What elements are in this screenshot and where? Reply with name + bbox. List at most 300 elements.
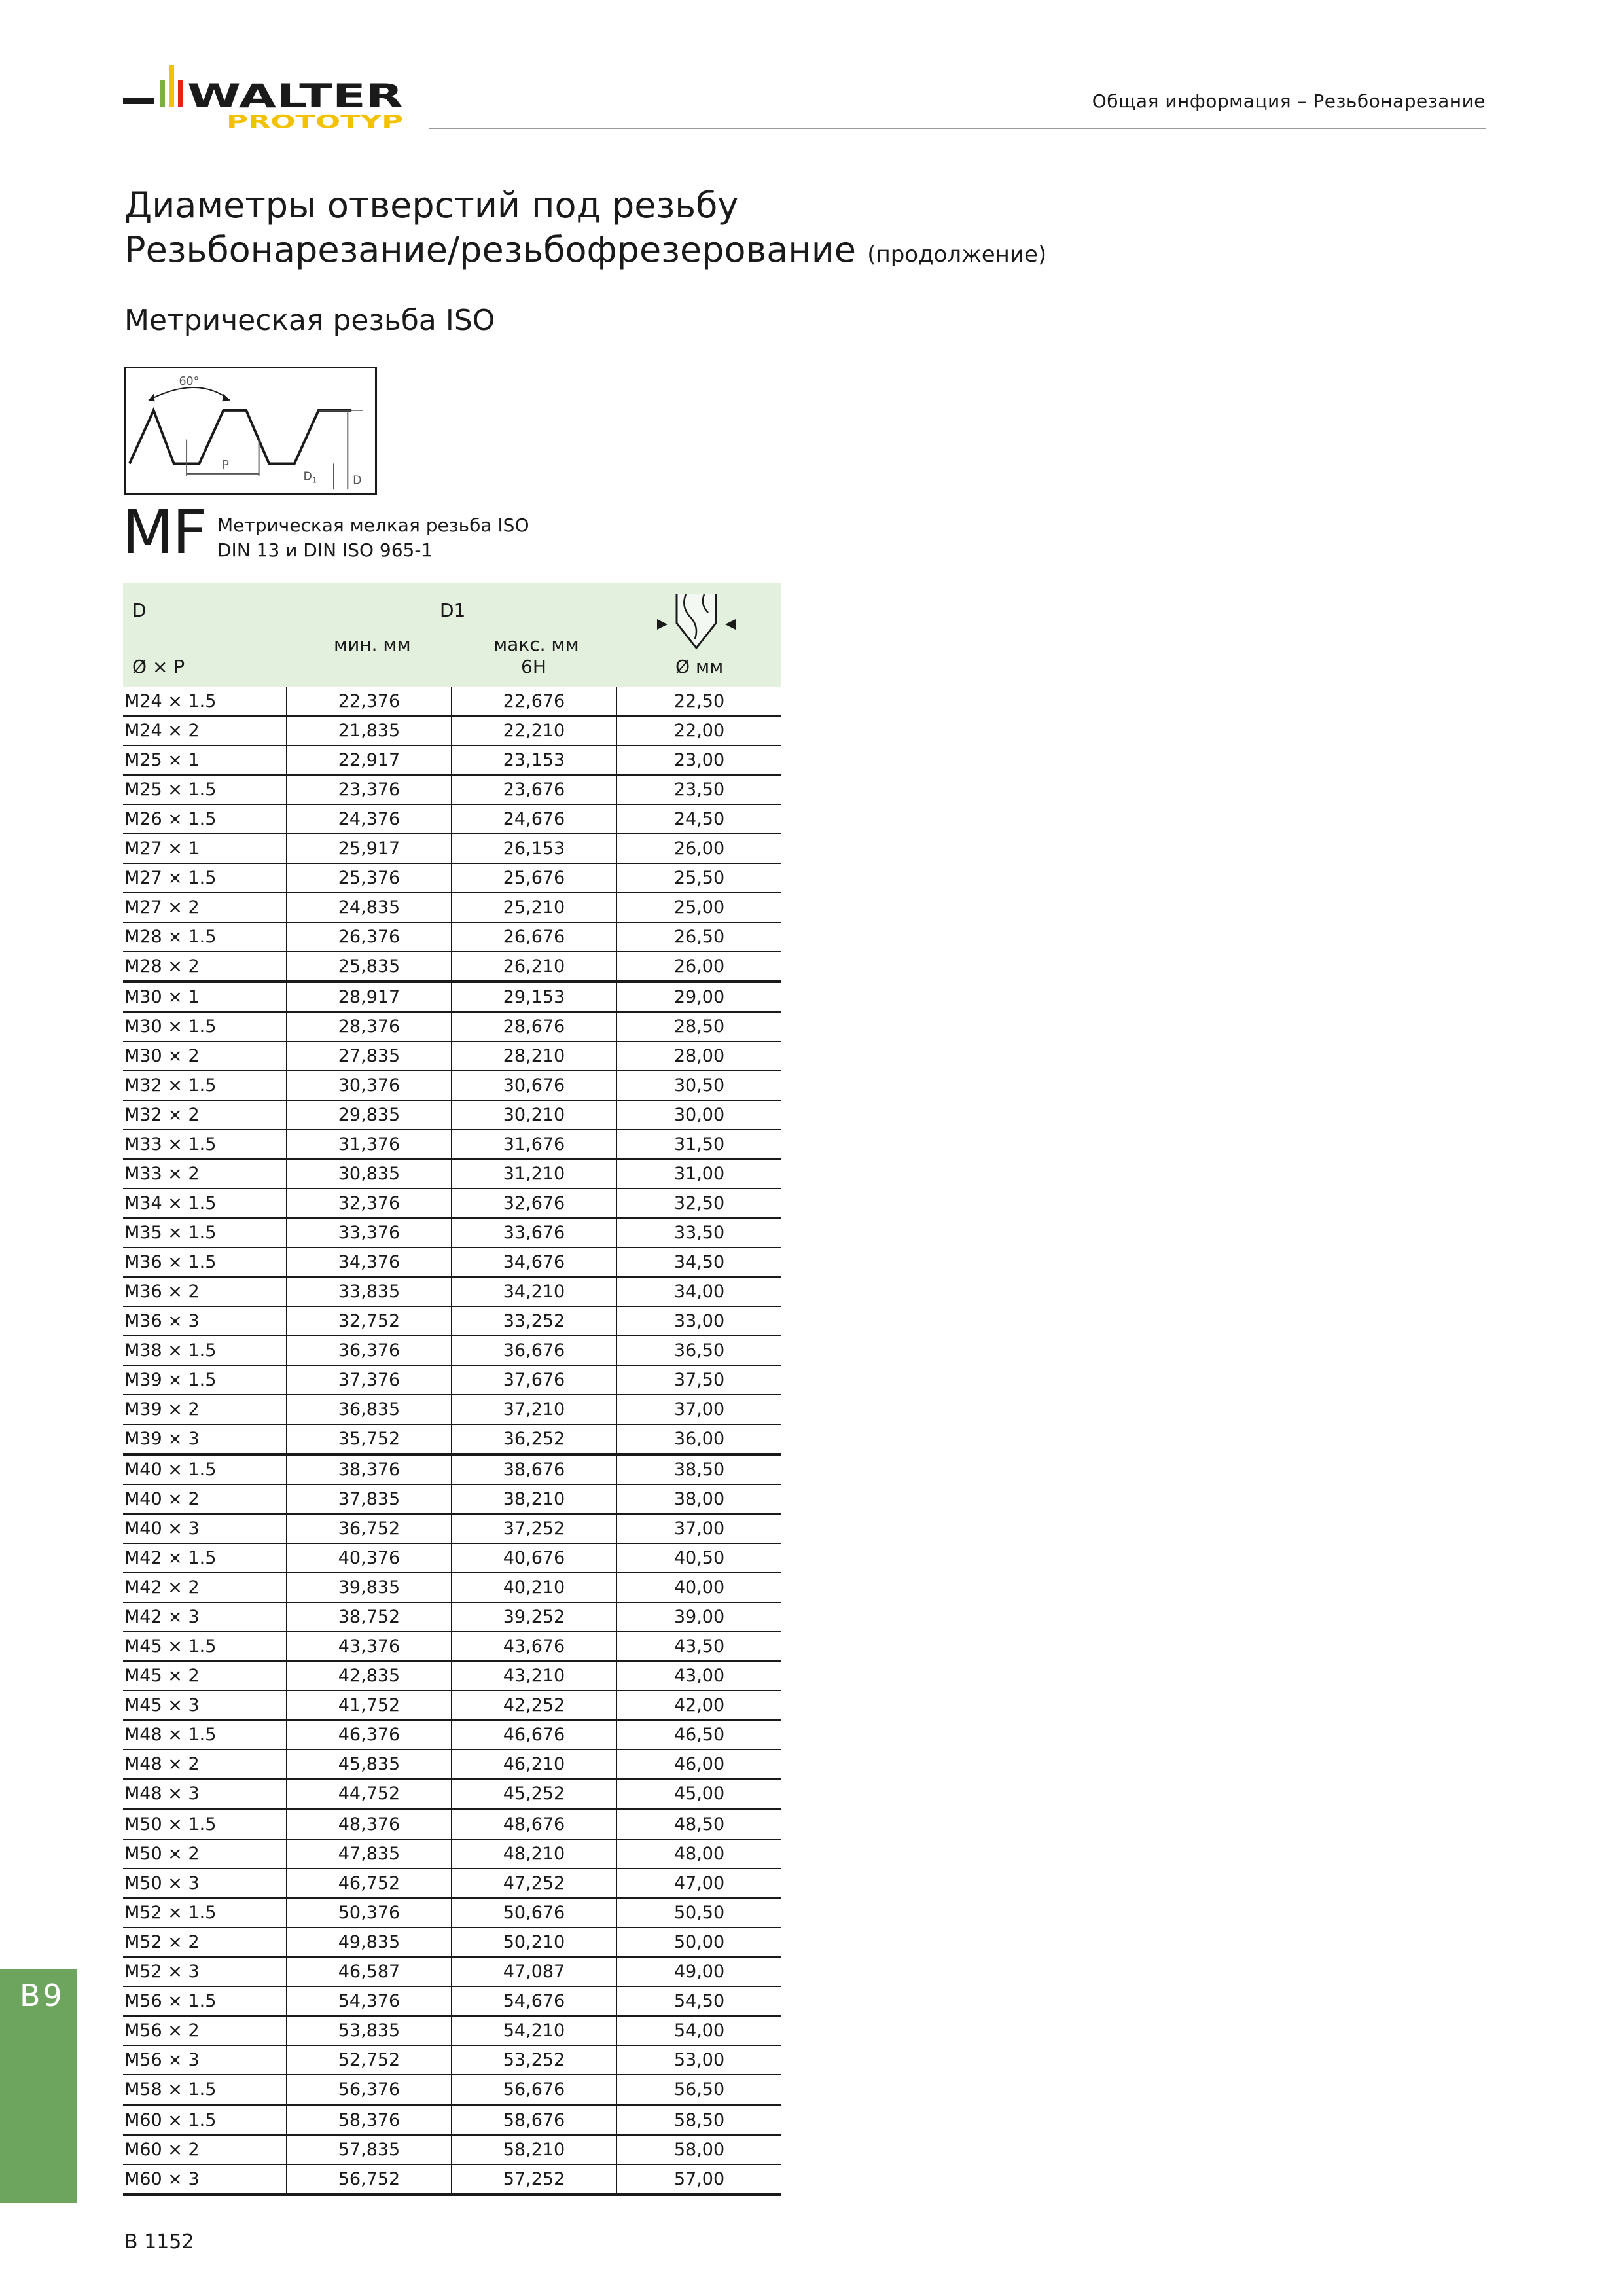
table-row [123,745,781,775]
cell-d1-max: 45,252 [452,1779,616,1809]
table-row [123,1012,781,1041]
cell-d1-min: 47,835 [287,1839,452,1869]
cell-d1-min: 29,835 [287,1100,452,1130]
angle-arrow-right [222,394,230,402]
cell-drill-diameter: 54,00 [616,2016,781,2045]
logo-bar-red [178,80,183,107]
cell-thread: M50 × 2 [123,1839,287,1869]
minor-diameter-subscript: 1 [312,475,317,485]
cell-d1-max: 28,210 [452,1041,616,1071]
table-row [123,1336,781,1365]
cell-d1-max: 39,252 [452,1602,616,1632]
cell-d1-min: 23,376 [287,775,452,804]
cell-d1-max: 24,676 [452,804,616,834]
cell-d1-max: 54,210 [452,2016,616,2045]
header-min: мин. мм [334,634,411,655]
cell-drill-diameter: 48,00 [616,1839,781,1869]
cell-thread: M56 × 1.5 [123,1986,287,2016]
cell-drill-diameter: 25,00 [616,893,781,922]
cell-d1-min: 48,376 [287,1809,452,1839]
standard-reference: DIN 13 и DIN ISO 965-1 [217,539,433,561]
minor-diameter-symbol: D [303,470,312,484]
pitch-label: P [222,459,229,473]
table-row [123,2135,781,2164]
cell-thread: M38 × 1.5 [123,1336,287,1365]
cell-d1-min: 56,752 [287,2164,452,2195]
cell-thread: M52 × 2 [123,1928,287,1957]
cell-drill-diameter: 50,00 [616,1928,781,1957]
cell-d1-max: 47,252 [452,1869,616,1898]
cell-drill-diameter: 37,50 [616,1365,781,1395]
minor-diameter-label [303,471,317,485]
table-header [123,583,781,687]
cell-thread: M60 × 2 [123,2135,287,2164]
cell-drill-diameter: 33,50 [616,1218,781,1247]
cell-d1-max: 29,153 [452,982,616,1012]
table-row [123,1159,781,1189]
drill-body [677,594,716,648]
table-row [123,1573,781,1602]
table-row [123,1839,781,1869]
cell-drill-diameter: 34,50 [616,1247,781,1277]
cell-thread: M27 × 1.5 [123,863,287,893]
cell-thread: M30 × 1.5 [123,1012,287,1041]
page-title-main: Резьбонарезание/резьбофрезерование [124,229,857,270]
cell-d1-max: 37,252 [452,1514,616,1543]
cell-drill-diameter: 42,00 [616,1691,781,1720]
cell-drill-diameter: 25,50 [616,863,781,893]
table-row [123,1365,781,1395]
cell-drill-diameter: 45,00 [616,1779,781,1809]
section-subtitle: Метрическая резьба ISO [124,304,495,337]
table-row [123,1779,781,1809]
cell-d1-max: 26,153 [452,834,616,863]
logo-bar-green [160,80,165,107]
cell-d1-max: 36,252 [452,1424,616,1454]
cell-thread: M28 × 2 [123,952,287,982]
angle-arc [149,387,230,400]
cell-d1-min: 37,835 [287,1484,452,1514]
table-row [123,775,781,804]
table-row [123,804,781,834]
table-row [123,1306,781,1336]
cell-drill-diameter: 22,00 [616,716,781,745]
table-row [123,1809,781,1839]
drill-arrow-right [725,619,736,630]
cell-thread: M30 × 1 [123,982,287,1012]
cell-drill-diameter: 28,50 [616,1012,781,1041]
cell-d1-min: 46,587 [287,1957,452,1986]
cell-thread: M56 × 3 [123,2045,287,2075]
cell-d1-max: 38,676 [452,1454,616,1484]
cell-drill-diameter: 36,50 [616,1336,781,1365]
major-diameter-label: D [353,474,362,488]
cell-d1-max: 48,676 [452,1809,616,1839]
cell-d1-min: 42,835 [287,1661,452,1691]
cell-d1-max: 40,210 [452,1573,616,1602]
table-row [123,1928,781,1957]
cell-thread: M50 × 1.5 [123,1809,287,1839]
cell-drill-diameter: 31,00 [616,1159,781,1189]
cell-d1-max: 43,210 [452,1661,616,1691]
cell-d1-max: 26,676 [452,922,616,952]
cell-drill-diameter: 48,50 [616,1809,781,1839]
table-row [123,893,781,922]
cell-thread: M48 × 2 [123,1749,287,1779]
cell-thread: M24 × 2 [123,716,287,745]
cell-thread: M58 × 1.5 [123,2075,287,2105]
cell-d1-max: 34,676 [452,1247,616,1277]
cell-thread: M48 × 3 [123,1779,287,1809]
table-row [123,1543,781,1573]
table-row [123,1602,781,1632]
cell-d1-max: 22,210 [452,716,616,745]
logo-main-text: WALTER [187,77,403,115]
cell-d1-min: 34,376 [287,1247,452,1277]
table-row [123,1957,781,1986]
table-row [123,834,781,863]
cell-thread: M39 × 2 [123,1395,287,1424]
table-row [123,2045,781,2075]
cell-drill-diameter: 36,00 [616,1424,781,1454]
table-row [123,1218,781,1247]
cell-drill-diameter: 58,50 [616,2105,781,2135]
cell-thread: M26 × 1.5 [123,804,287,834]
cell-d1-max: 37,210 [452,1395,616,1424]
table-row [123,716,781,745]
table-row [123,922,781,952]
table-row [123,1071,781,1100]
table-row [123,1514,781,1543]
table-row [123,1277,781,1306]
cell-thread: M60 × 1.5 [123,2105,287,2135]
table-row [123,2164,781,2195]
cell-thread: M45 × 1.5 [123,1632,287,1661]
cell-drill-diameter: 40,00 [616,1573,781,1602]
table-row [123,2075,781,2105]
cell-drill-diameter: 58,00 [616,2135,781,2164]
table-row [123,1189,781,1218]
cell-d1-min: 28,376 [287,1012,452,1041]
cell-d1-max: 38,210 [452,1484,616,1514]
table-row [123,2016,781,2045]
cell-d1-min: 46,376 [287,1720,452,1749]
cell-thread: M36 × 2 [123,1277,287,1306]
chapter-tab-label: B9 [20,1978,65,2013]
cell-d1-min: 57,835 [287,2135,452,2164]
header-divider [429,128,1486,129]
cell-thread: M42 × 2 [123,1573,287,1602]
cell-d1-max: 28,676 [452,1012,616,1041]
cell-drill-diameter: 31,50 [616,1130,781,1159]
cell-drill-diameter: 28,00 [616,1041,781,1071]
cell-thread: M56 × 2 [123,2016,287,2045]
cell-drill-diameter: 22,50 [616,687,781,716]
cell-thread: M36 × 3 [123,1306,287,1336]
table-row [123,1749,781,1779]
cell-d1-min: 22,376 [287,687,452,716]
cell-drill-diameter: 49,00 [616,1957,781,1986]
cell-thread: M33 × 2 [123,1159,287,1189]
table-row [123,1691,781,1720]
walter-prototyp-logo [123,60,404,132]
cell-d1-max: 48,210 [452,1839,616,1869]
cell-thread: M27 × 1 [123,834,287,863]
cell-d1-min: 52,752 [287,2045,452,2075]
table-row [123,1395,781,1424]
cell-d1-min: 50,376 [287,1898,452,1928]
cell-drill-diameter: 32,50 [616,1189,781,1218]
cell-d1-min: 27,835 [287,1041,452,1071]
table-row [123,1130,781,1159]
cell-d1-max: 46,210 [452,1749,616,1779]
angle-arrow-left [149,394,155,402]
header-max: макс. мм [493,634,579,655]
cell-d1-min: 54,376 [287,1986,452,2016]
cell-d1-min: 25,917 [287,834,452,863]
cell-drill-diameter: 43,00 [616,1661,781,1691]
cell-thread: M50 × 3 [123,1869,287,1898]
cell-drill-diameter: 33,00 [616,1306,781,1336]
cell-d1-min: 30,835 [287,1159,452,1189]
cell-d1-min: 22,917 [287,745,452,775]
cell-drill-diameter: 50,50 [616,1898,781,1928]
table-row [123,982,781,1012]
chapter-tab [0,1969,77,2203]
table-row [123,1041,781,1071]
cell-d1-max: 57,252 [452,2164,616,2195]
cell-d1-max: 40,676 [452,1543,616,1573]
cell-d1-min: 32,376 [287,1189,452,1218]
cell-d1-max: 47,087 [452,1957,616,1986]
cell-d1-max: 22,676 [452,687,616,716]
cell-drill-diameter: 30,00 [616,1100,781,1130]
cell-thread: M60 × 3 [123,2164,287,2195]
cell-d1-max: 30,676 [452,1071,616,1100]
table-row [123,1986,781,2016]
cell-d1-min: 26,376 [287,922,452,952]
cell-d1-min: 31,376 [287,1130,452,1159]
cell-d1-max: 31,210 [452,1159,616,1189]
cell-d1-min: 35,752 [287,1424,452,1454]
cell-drill-diameter: 53,00 [616,2045,781,2075]
cell-thread: M34 × 1.5 [123,1189,287,1218]
cell-d1-max: 36,676 [452,1336,616,1365]
cell-drill-diameter: 38,00 [616,1484,781,1514]
header-tolerance: 6H [521,656,546,677]
cell-drill-diameter: 24,50 [616,804,781,834]
logo-sub-text: PROTOTYP [226,111,403,132]
cell-d1-max: 23,153 [452,745,616,775]
table-body [123,687,781,2196]
cell-thread: M48 × 1.5 [123,1720,287,1749]
cell-d1-max: 32,676 [452,1189,616,1218]
table-row [123,863,781,893]
cell-thread: M25 × 1.5 [123,775,287,804]
cell-drill-diameter: 39,00 [616,1602,781,1632]
cell-d1-max: 34,210 [452,1277,616,1306]
page-title-line1: Диаметры отверстий под резьбу [124,185,739,226]
table-row [123,952,781,982]
cell-drill-diameter: 34,00 [616,1277,781,1306]
cell-d1-min: 32,752 [287,1306,452,1336]
cell-d1-max: 54,676 [452,1986,616,2016]
cell-drill-diameter: 56,50 [616,2075,781,2105]
cell-d1-max: 50,676 [452,1898,616,1928]
cell-drill-diameter: 26,50 [616,922,781,952]
angle-label: 60° [179,375,200,389]
cell-drill-diameter: 46,00 [616,1749,781,1779]
cell-d1-min: 43,376 [287,1632,452,1661]
cell-d1-min: 56,376 [287,2075,452,2105]
cell-d1-min: 39,835 [287,1573,452,1602]
cell-d1-min: 38,376 [287,1454,452,1484]
page-number: B 1152 [124,2231,194,2253]
table-row [123,1661,781,1691]
cell-d1-min: 53,835 [287,2016,452,2045]
cell-thread: M25 × 1 [123,745,287,775]
cell-d1-min: 33,376 [287,1218,452,1247]
thread-profile-diagram [124,367,377,495]
cell-drill-diameter: 26,00 [616,952,781,982]
cell-drill-diameter: 43,50 [616,1632,781,1661]
cell-thread: M24 × 1.5 [123,687,287,716]
table-row [123,2105,781,2135]
table-row [123,1454,781,1484]
cell-thread: M45 × 3 [123,1691,287,1720]
cell-d1-max: 56,676 [452,2075,616,2105]
cell-d1-min: 58,376 [287,2105,452,2135]
cell-drill-diameter: 47,00 [616,1869,781,1898]
cell-d1-min: 37,376 [287,1365,452,1395]
header-section-title: Общая информация – Резьбонарезание [1092,90,1486,112]
cell-d1-min: 40,376 [287,1543,452,1573]
cell-drill-diameter: 29,00 [616,982,781,1012]
cell-thread: M40 × 2 [123,1484,287,1514]
cell-d1-max: 46,676 [452,1720,616,1749]
cell-drill-diameter: 30,50 [616,1071,781,1100]
table-row [123,1484,781,1514]
cell-d1-min: 46,752 [287,1869,452,1898]
cell-thread: M40 × 3 [123,1514,287,1543]
cell-d1-max: 31,676 [452,1130,616,1159]
cell-d1-min: 36,752 [287,1514,452,1543]
cell-thread: M45 × 2 [123,1661,287,1691]
cell-d1-min: 21,835 [287,716,452,745]
cell-thread: M39 × 1.5 [123,1365,287,1395]
cell-thread: M52 × 1.5 [123,1898,287,1928]
cell-d1-max: 37,676 [452,1365,616,1395]
cell-thread: M32 × 1.5 [123,1071,287,1100]
cell-d1-max: 25,210 [452,893,616,922]
cell-d1-min: 30,376 [287,1071,452,1100]
header-diameter-pitch: Ø × P [132,656,185,677]
cell-d1-min: 45,835 [287,1749,452,1779]
cell-d1-max: 33,252 [452,1306,616,1336]
standard-description: Метрическая мелкая резьба ISO [217,514,529,536]
cell-drill-diameter: 40,50 [616,1543,781,1573]
cell-thread: M39 × 3 [123,1424,287,1454]
header-drill-diameter: Ø мм [675,656,724,677]
header-d: D [132,600,147,621]
cell-d1-min: 28,917 [287,982,452,1012]
cell-thread: M42 × 3 [123,1602,287,1632]
table-row [123,1869,781,1898]
cell-d1-min: 33,835 [287,1277,452,1306]
cell-drill-diameter: 26,00 [616,834,781,863]
cell-d1-max: 58,210 [452,2135,616,2164]
cell-d1-max: 30,210 [452,1100,616,1130]
cell-d1-max: 23,676 [452,775,616,804]
cell-d1-min: 24,376 [287,804,452,834]
cell-d1-min: 44,752 [287,1779,452,1809]
cell-thread: M30 × 2 [123,1041,287,1071]
cell-drill-diameter: 38,50 [616,1454,781,1484]
drill-icon [657,594,736,655]
cell-drill-diameter: 23,00 [616,745,781,775]
table-row [123,1247,781,1277]
cell-thread: M40 × 1.5 [123,1454,287,1484]
cell-d1-min: 25,835 [287,952,452,982]
cell-thread: M35 × 1.5 [123,1218,287,1247]
cell-drill-diameter: 54,50 [616,1986,781,2016]
cell-thread: M27 × 2 [123,893,287,922]
cell-thread: M33 × 1.5 [123,1130,287,1159]
table-row [123,1632,781,1661]
table-row [123,1898,781,1928]
table-row [123,1720,781,1749]
drill-arrow-left [657,619,668,630]
cell-thread: M36 × 1.5 [123,1247,287,1277]
logo-bar-dark [123,98,154,104]
cell-d1-min: 49,835 [287,1928,452,1957]
cell-thread: M32 × 2 [123,1100,287,1130]
table-row [123,1100,781,1130]
cell-drill-diameter: 37,00 [616,1395,781,1424]
table-row [123,1424,781,1454]
cell-thread: M42 × 1.5 [123,1543,287,1573]
page-title-line2 [124,229,1046,270]
standard-code: MF [122,497,206,567]
cell-d1-min: 36,835 [287,1395,452,1424]
page-title-suffix: (продолжение) [867,242,1047,268]
thread-profile-line [130,410,351,463]
cell-d1-max: 58,676 [452,2105,616,2135]
cell-drill-diameter: 37,00 [616,1514,781,1543]
logo-bar-yellow [169,65,174,107]
cell-d1-max: 26,210 [452,952,616,982]
cell-thread: M28 × 1.5 [123,922,287,952]
cell-d1-min: 41,752 [287,1691,452,1720]
cell-d1-max: 43,676 [452,1632,616,1661]
table-row [123,687,781,716]
cell-d1-max: 33,676 [452,1218,616,1247]
cell-d1-max: 42,252 [452,1691,616,1720]
cell-drill-diameter: 23,50 [616,775,781,804]
cell-d1-max: 53,252 [452,2045,616,2075]
cell-drill-diameter: 57,00 [616,2164,781,2195]
cell-thread: M52 × 3 [123,1957,287,1986]
header-d1: D1 [440,600,466,621]
cell-d1-min: 36,376 [287,1336,452,1365]
cell-d1-min: 24,835 [287,893,452,922]
cell-drill-diameter: 46,50 [616,1720,781,1749]
cell-d1-min: 25,376 [287,863,452,893]
cell-d1-min: 38,752 [287,1602,452,1632]
tap-drill-table [123,583,781,2196]
cell-d1-max: 50,210 [452,1928,616,1957]
cell-d1-max: 25,676 [452,863,616,893]
